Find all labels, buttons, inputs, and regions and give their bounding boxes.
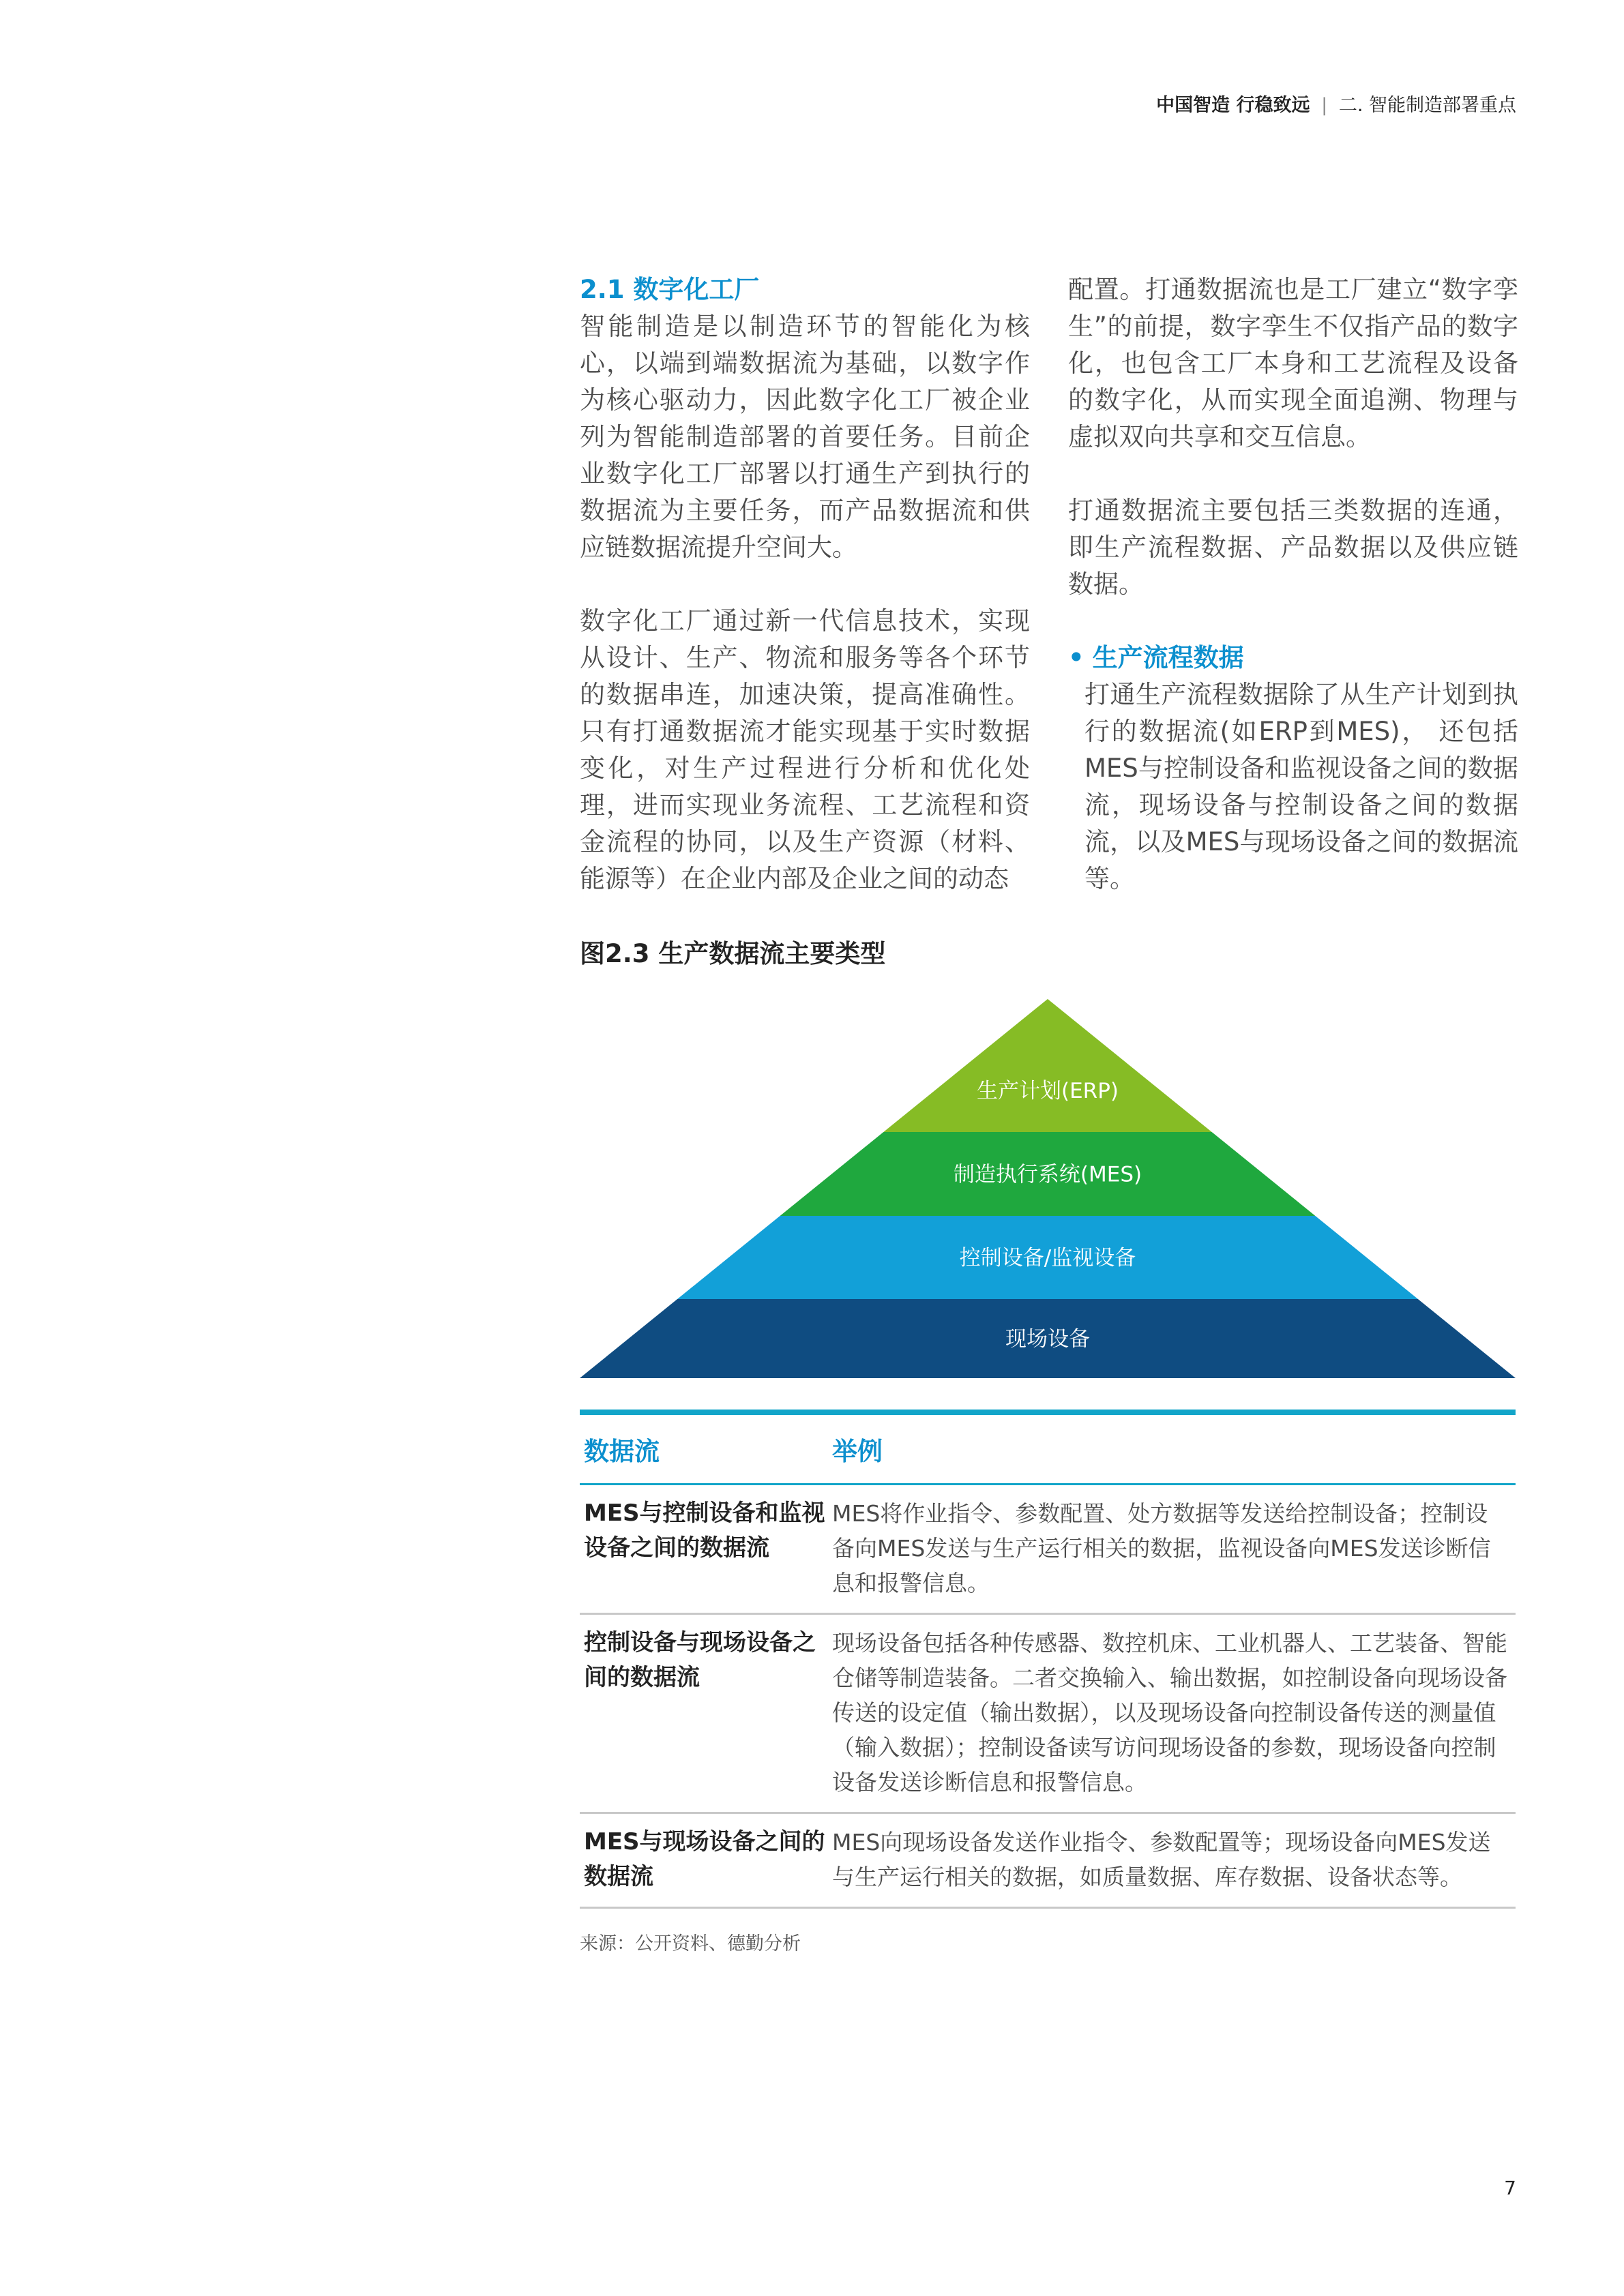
paragraph: 配置。打通数据流也是工厂建立“数字孪生”的前提，数字孪生不仅指产品的数字化，也包含工厂本身和工艺流程及设备的数字化，从而实现全面追溯、物理与虚拟双向共享和交互信息。 <box>1068 275 1518 451</box>
flow-cell: MES与现场设备之间的数据流 <box>584 1828 825 1890</box>
pyramid-level-label: 制造执行系统(MES) <box>953 1162 1142 1187</box>
header-separator: | <box>1321 95 1328 116</box>
chapter-title: 二. 智能制造部署重点 <box>1338 95 1516 116</box>
example-cell: MES向现场设备发送作业指令、参数配置等；现场设备向MES发送与生产运行相关的数据，如质量数据、库存数据、设备状态等。 <box>832 1829 1491 1890</box>
bullet-heading <box>1068 640 1518 676</box>
right-column <box>1068 271 1518 897</box>
bullet-dot: • <box>1068 643 1084 672</box>
section-title: 2.1 数字化工厂 <box>580 275 760 304</box>
example-cell: MES将作业指令、参数配置、处方数据等发送给控制设备；控制设备向MES发送与生产运行相关的数据，监视设备向MES发送诊断信息和报警信息。 <box>832 1500 1491 1596</box>
paragraph: 打通数据流主要包括三类数据的连通，即生产流程数据、产品数据以及供应链数据。 <box>1068 496 1518 599</box>
page-number: 7 <box>1504 2177 1516 2199</box>
flow-cell: 控制设备与现场设备之间的数据流 <box>584 1629 816 1691</box>
data-flow-pyramid <box>580 999 1516 1378</box>
left-column <box>580 271 1030 934</box>
column-header-flow: 数据流 <box>584 1437 660 1466</box>
table-row <box>580 1485 1516 1615</box>
table-row <box>580 1615 1516 1814</box>
paragraph: 智能制造是以制造环节的智能化为核心，以端到端数据流为基础，以数字作为核心驱动力，因此数字化工厂被企业列为智能制造部署的首要任务。目前企业数字化工厂部署以打通生产到执行的数据流为主要任务，而产品数据流和供应链数据流提升空间大。 <box>580 312 1030 562</box>
paragraph: 数字化工厂通过新一代信息技术，实现从设计、生产、物流和服务等各个环节的数据串连，加速决策，提高准确性。只有打通数据流才能实现基于实时数据变化，对生产过程进行分析和优化处理，进而实现业务流程、工艺流程和资金流程的协同，以及生产资源（材料、能源等）在企业内部及企业之间的动态 <box>580 606 1030 893</box>
flow-cell: MES与控制设备和监视设备之间的数据流 <box>584 1500 825 1562</box>
running-header <box>1156 90 1516 117</box>
table-row <box>580 1814 1516 1909</box>
figure-title: 图2.3 生产数据流主要类型 <box>580 939 886 968</box>
table-header <box>580 1415 1516 1485</box>
data-flow-table <box>580 1410 1516 1909</box>
pyramid-level-label: 控制设备/监视设备 <box>959 1246 1136 1270</box>
pyramid-level-1 <box>883 999 1211 1132</box>
pyramid-level-label: 现场设备 <box>1005 1327 1090 1352</box>
example-cell: 现场设备包括各种传感器、数控机床、工业机器人、工艺装备、智能仓储等制造装备。二者交换输入、输出数据，如控制设备向现场设备传送的设定值（输出数据），以及现场设备向控制设备传送的测量值（输入数据）；控制设备读写访问现场设备的参数，现场设备向控制设备发送诊断信息和报警信息。 <box>832 1630 1507 1795</box>
column-header-example: 举例 <box>832 1437 883 1466</box>
pyramid-level-label: 生产计划(ERP) <box>976 1079 1119 1103</box>
source-note: 来源：公开资料、德勤分析 <box>580 1933 801 1954</box>
bullet-heading-text: 生产流程数据 <box>1092 643 1244 672</box>
report-brand: 中国智造 行稳致远 <box>1156 95 1310 116</box>
bullet-body: 打通生产流程数据除了从生产计划到执行的数据流(如ERP到MES)， 还包括MES与控制设备和监视设备之间的数据流，现场设备与控制设备之间的数据流，以及MES与现场设备之间的数据流等。 <box>1084 680 1518 893</box>
